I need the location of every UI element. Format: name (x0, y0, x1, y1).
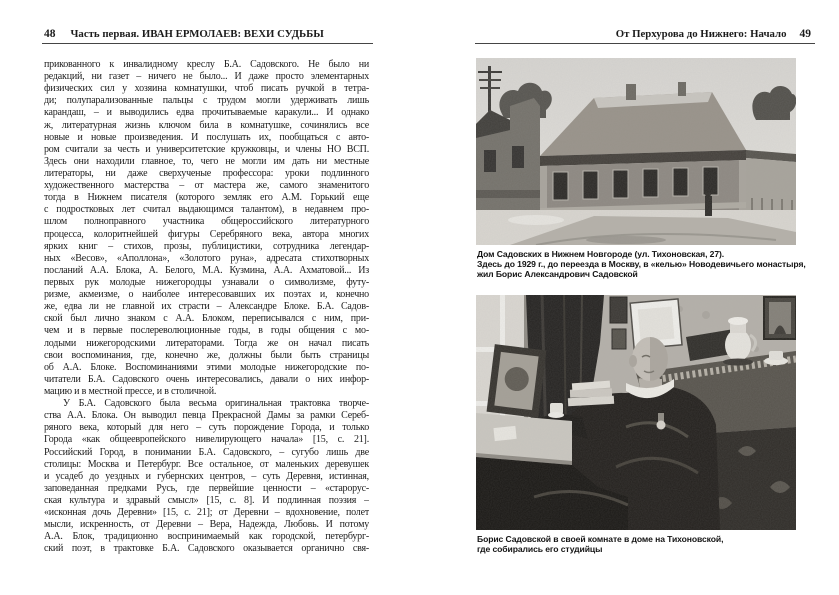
room-photo-caption (477, 534, 822, 554)
text-line: ства А.А. Блока. Он выводил певца Прекрасной Дамы за рамки Сереб- (44, 410, 369, 422)
text-line: чем и в первые послереволюционные годы, в годы общения с мо- (44, 325, 369, 337)
caption-line: Борис Садовской в своей комнате в доме на Тихоновской, (477, 534, 724, 544)
text-line: физических сил у хозяина комнатушки, чтоб писать ручкой в тетра- (44, 83, 369, 95)
text-line: ж, литературная жизнь ключом била в комнатушке, сочинялись все (44, 119, 369, 131)
caption-line: жил Борис Александрович Садовской (477, 269, 638, 279)
left-header-rule (42, 43, 373, 44)
text-line: карандаш, – и выводились едва прочитываемые каракули... И однако (44, 107, 369, 119)
room-photo (476, 295, 796, 530)
left-page-number: 48 (44, 28, 56, 40)
text-line: столицы: Москва и Петербург. Все остальное, от маленьких деревушек (44, 458, 369, 470)
text-line: ярких книг – стихов, прозы, публицистики, сотрудника легендар- (44, 240, 369, 252)
house-photo-image (476, 58, 796, 245)
text-line: художественного мастерства – от мастера же, самого знаменитого (44, 180, 369, 192)
text-line: «исконная дочь Деревни» [15, с. 21]; от Деревни – вдохновение, полет (44, 507, 369, 519)
text-line: посланий А.А. Блока, А. Белого, М.А. Кузмина, А.А. Ахматовой... Из (44, 264, 369, 276)
text-line: прикованного к инвалидному креслу Б.А. Садовского. Не было ни (44, 59, 369, 70)
right-page-header (475, 27, 811, 41)
text-line: об А.А. Блоке. Воспоминаниями этими молодые нижегородские по- (44, 361, 369, 373)
text-line: свои воспоминания, где, конечно же, должны были быть страницы (44, 349, 369, 361)
text-line: мацию и в местной прессе, и в столичной. (44, 385, 217, 397)
house-photo-caption (477, 249, 822, 279)
text-line: ных «Весов», «Аполлона», «Золотого руна», адресата стихотворных (44, 252, 369, 264)
text-line: новые и новые произведения. И послушать их, пообщаться с авто- (44, 131, 369, 143)
right-header-rule (475, 43, 815, 44)
text-line: с подростковых лет считал выдающимся талантом), в недавнем про- (44, 204, 369, 216)
text-line: Здесь они находили главное, то, чего не могли им дать ни местные (44, 155, 369, 167)
right-running-title: От Перхурова до Нижнего: Начало (615, 28, 787, 40)
text-line: первых рук молодые нижегородцы узнавали о символизме, футу- (44, 276, 369, 288)
text-line: редакций, ни газет – ничего не было... И даже просто элементарных (44, 71, 369, 83)
text-line: лодыми нижегородскими литераторами. Тогда же он начал писать (44, 337, 369, 349)
house-photo (476, 58, 796, 245)
text-line: Российский Город, в понимании Б.А. Садовского, – сугубо лишь две (44, 446, 369, 458)
text-line: У Б.А. Садовского была весьма оригинальная трактовка творче- (63, 398, 369, 410)
text-line: шлом полноправного участника общероссийского литературного (44, 216, 369, 228)
text-line: ряного века, который для него – суть порождение Города, и только (44, 422, 369, 434)
text-line: тогда в Нижнем писателя (которого земляк его А.М. Горький еще (44, 192, 369, 204)
text-line: ром считали за честь и университетские кружковцы, и члены НО ВСП. (44, 143, 369, 155)
text-line: читатели Б.А. Садовского очень интересовались, давали о них инфор- (44, 373, 369, 385)
left-page-header (44, 27, 324, 41)
text-line: заповеданная предками Русь, где первейшие ценности – «старорус- (44, 482, 369, 494)
text-line: процесса, колоритнейшей фигуры Серебряного века, автора многих (44, 228, 369, 240)
text-line: ризме, акмеизме, о наиболее интересовавших их поэтах и, конечно (44, 289, 369, 301)
room-photo-image (476, 295, 796, 530)
text-line: мысли, искренность, от Деревни – Вера, Надежда, Любовь. И потому (44, 519, 369, 531)
left-running-title: Часть первая. ИВАН ЕРМОЛАЕВ: ВЕХИ СУДЬБЫ (70, 28, 324, 40)
caption-line: Дом Садовских в Нижнем Новгороде (ул. Тихоновская, 27). (477, 249, 725, 259)
body-text-column (44, 59, 369, 555)
text-line: ди; полупарализованные пальцы с трудом могли удерживать лишь (44, 95, 369, 107)
caption-line: где собирались его студийцы (477, 544, 603, 554)
caption-line: Здесь до 1929 г., до переезда в Москву, в «келью» Новодевичьего монастыря, (477, 259, 806, 269)
text-line: ской был лично знаком с А.А. Блоком, переписывался с ним, при- (44, 313, 369, 325)
right-page-number: 49 (799, 28, 811, 40)
text-line: А.А. Блок, традиционно воспринимаемый как городской, петербург- (44, 531, 369, 543)
text-line: и усадеб до уездных и губернских центров, – суть Деревня, истинная, (44, 470, 369, 482)
text-line: же, едва ли не главной их страсти – Александре Блоке. Б.А. Садов- (44, 301, 369, 313)
text-line: ский поэт, в трактовке Б.А. Садовского оказывается органично свя- (44, 543, 369, 555)
text-line: литераторы, ни даже сверхученые профессора: уроки подлинного (44, 167, 369, 179)
text-line: Города «как общеевропейского нивелирующего начала» [15, с. 21]. (44, 434, 369, 446)
text-line: ская культура и здравый смысл» [15, с. 8]. И подлинная поэзия – (44, 494, 369, 506)
